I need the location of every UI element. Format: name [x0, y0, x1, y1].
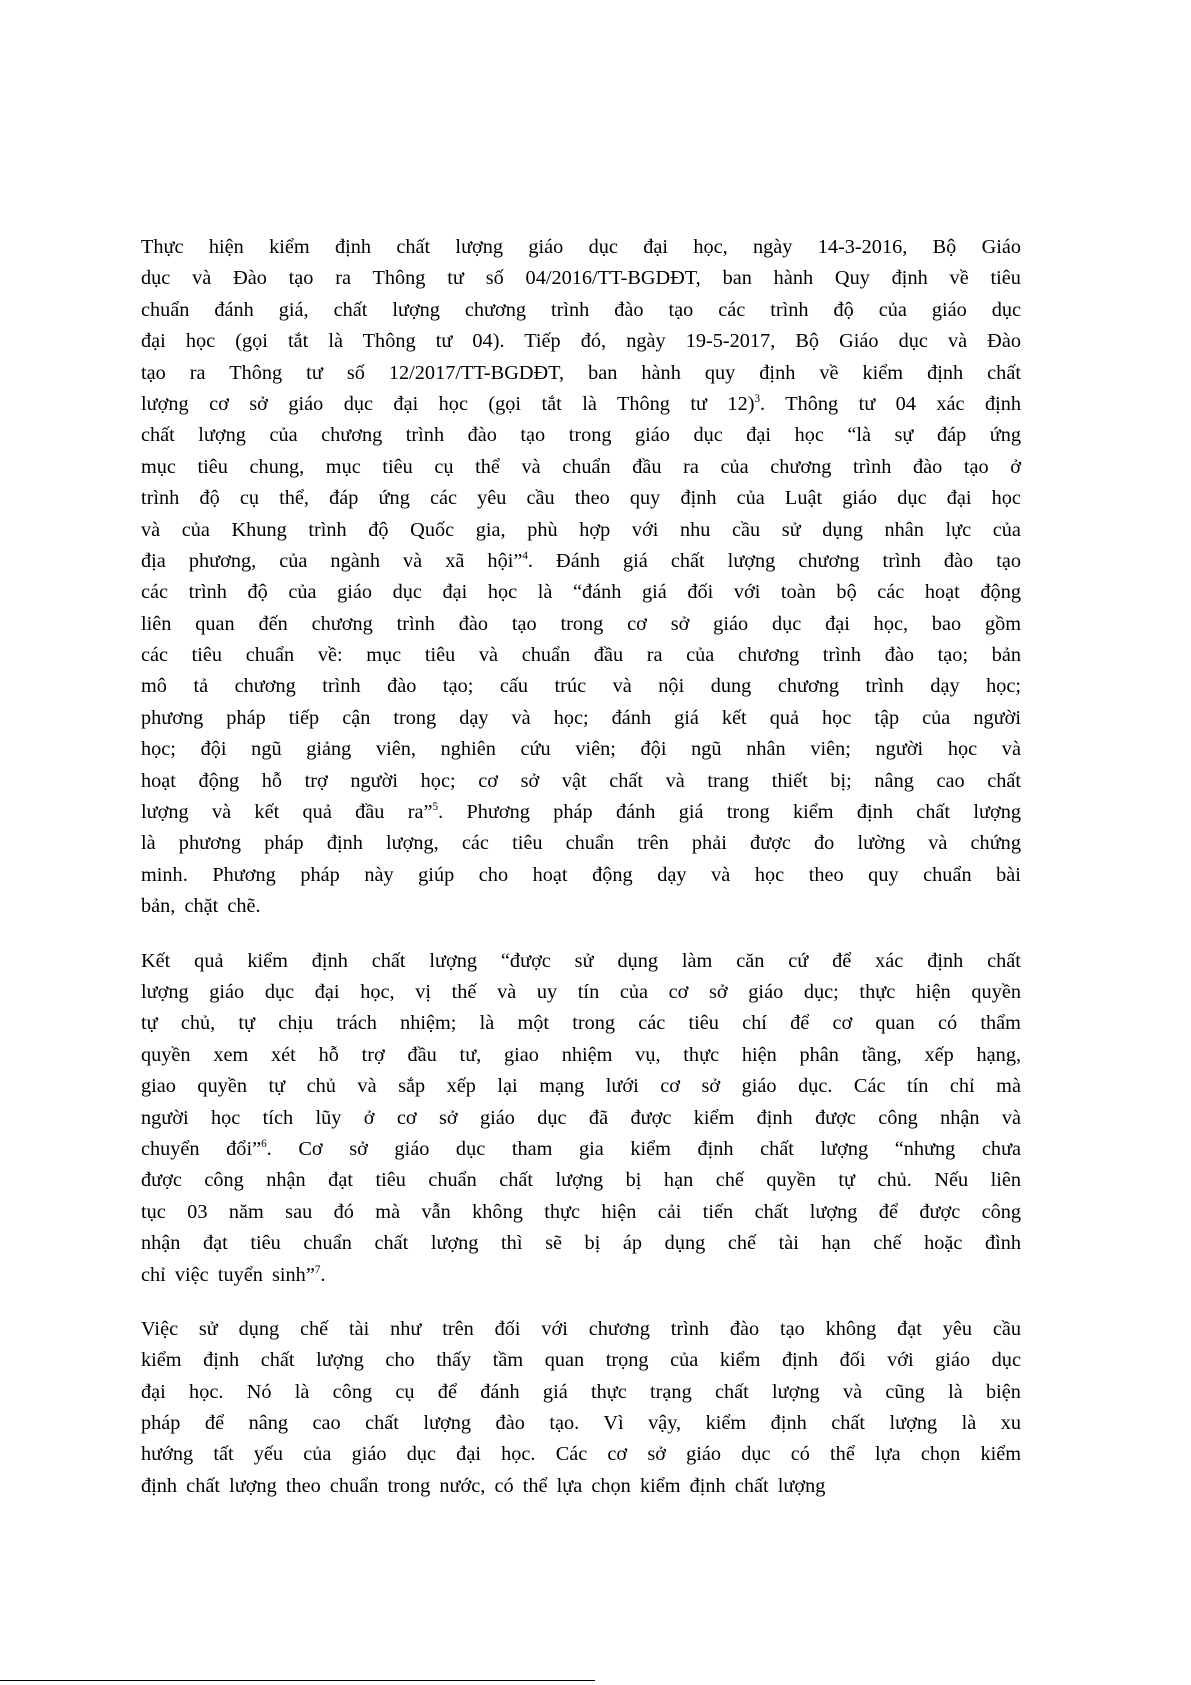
text-line: [141, 797, 1021, 828]
line-text: chuyển đổi”: [141, 1137, 262, 1160]
text-line: [141, 1134, 1021, 1165]
line-text: và của Khung trình độ Quốc gia, phù hợp với nhu cầu sử dụng nhân lực của: [141, 518, 1021, 541]
line-text-continued: .: [320, 1263, 326, 1286]
line-text: nhận đạt tiêu chuẩn chất lượng thì sẽ bị áp dụng chế tài hạn chế hoặc đình: [141, 1232, 1022, 1255]
line-text: lượng cơ sở giáo dục đại học (gọi tắt là Thông tư 12): [141, 392, 755, 415]
footnote-reference: 5: [432, 801, 439, 814]
line-text: định chất lượng theo chuẩn trong nước, có thể lựa chọn kiểm định chất lượng: [141, 1474, 826, 1497]
paragraph: [141, 232, 1021, 923]
text-line: [141, 515, 1021, 546]
line-text: Thực hiện kiểm định chất lượng giáo dục đại học, ngày 14-3-2016, Bộ Giáo: [141, 236, 1022, 258]
line-text: đại học (gọi tắt là Thông tư 04). Tiếp đó, ngày 19-5-2017, Bộ Giáo dục và Đào: [141, 330, 1021, 353]
text-line: [141, 1071, 1021, 1102]
line-text: tạo ra Thông tư số 12/2017/TT-BGDĐT, ban hành quy định về kiểm định chất: [141, 361, 1021, 384]
line-text: đại học. Nó là công cụ để đánh giá thực trạng chất lượng và cũng là biện: [141, 1380, 1021, 1403]
text-line: [141, 232, 1021, 263]
line-text: chất lượng của chương trình đào tạo trong giáo dục đại học “là sự đáp ứng: [141, 424, 1022, 447]
line-text: là phương pháp định lượng, các tiêu chuẩn trên phải được đo lường và chứng: [141, 832, 1021, 855]
text-line: [141, 1197, 1021, 1228]
line-text: mục tiêu chung, mục tiêu cụ thể và chuẩn đầu ra của chương trình đào tạo ở: [141, 455, 1021, 478]
footnote-reference: 7: [314, 1263, 321, 1276]
paragraph: [141, 1314, 1021, 1502]
line-text: hướng tất yếu của giáo dục đại học. Các cơ sở giáo dục có thể lựa chọn kiểm: [141, 1443, 1022, 1466]
line-text: người học tích lũy ở cơ sở giáo dục đã được kiểm định được công nhận và: [141, 1106, 1022, 1129]
footnote-separator: [0, 1680, 595, 1681]
text-line: [141, 1314, 1021, 1345]
text-line: [141, 358, 1021, 389]
line-text: được công nhận đạt tiêu chuẩn chất lượng bị hạn chế quyền tự chủ. Nếu liên: [141, 1169, 1022, 1192]
line-text: giao quyền tự chủ và sắp xếp lại mạng lưới cơ sở giáo dục. Các tín chỉ mà: [141, 1075, 1021, 1098]
line-text: bản, chặt chẽ.: [141, 895, 261, 918]
text-line: [141, 1408, 1021, 1439]
text-line: [141, 946, 1021, 977]
line-text: pháp để nâng cao chất lượng đào tạo. Vì vậy, kiểm định chất lượng là xu: [141, 1412, 1022, 1435]
line-text: lượng giáo dục đại học, vị thế và uy tín của cơ sở giáo dục; thực hiện quyền: [141, 980, 1021, 1003]
line-text: lượng và kết quả đầu ra”: [141, 801, 433, 824]
line-text: chuẩn đánh giá, chất lượng chương trình đào tạo các trình độ của giáo dục: [141, 298, 1021, 321]
line-text: học; đội ngũ giảng viên, nghiên cứu viên; đội ngũ nhân viên; người học và: [141, 738, 1021, 761]
text-line: [141, 1345, 1021, 1376]
line-text: tục 03 năm sau đó mà vẫn không thực hiện cải tiến chất lượng để được công: [141, 1200, 1022, 1223]
line-text-continued: . Phương pháp đánh giá trong kiểm định chất lượng: [438, 801, 1022, 824]
text-line: [141, 389, 1021, 420]
text-line: [141, 420, 1021, 451]
text-line: [141, 1040, 1021, 1071]
text-line: [141, 671, 1021, 702]
text-line: [141, 1008, 1021, 1039]
line-text-continued: . Thông tư 04 xác định: [760, 392, 1022, 415]
text-line: [141, 891, 1021, 922]
text-line: [141, 640, 1021, 671]
line-text-continued: . Đánh giá chất lượng chương trình đào tạo: [527, 549, 1022, 572]
text-line: [141, 1377, 1021, 1408]
text-line: [141, 452, 1021, 483]
line-text: phương pháp tiếp cận trong dạy và học; đánh giá kết quả học tập của người: [141, 706, 1021, 729]
line-text: dục và Đào tạo ra Thông tư số 04/2016/TT-BGDĐT, ban hành Quy định về tiêu: [141, 267, 1021, 290]
text-line: [141, 263, 1021, 294]
text-line: [141, 828, 1021, 859]
line-text: tự chủ, tự chịu trách nhiệm; là một trong các tiêu chí để cơ quan có thẩm: [141, 1012, 1021, 1035]
footnote-reference: 6: [261, 1138, 267, 1151]
text-line: [141, 977, 1021, 1008]
paragraph: [141, 946, 1021, 1291]
line-text: mô tả chương trình đào tạo; cấu trúc và nội dung chương trình dạy học;: [141, 675, 1022, 698]
document-body: [141, 232, 1021, 1525]
line-text: hoạt động hỗ trợ người học; cơ sở vật chất và trang thiết bị; nâng cao chất: [141, 769, 1022, 792]
line-text: quyền xem xét hỗ trợ đầu tư, giao nhiệm vụ, thực hiện phân tầng, xếp hạng,: [141, 1043, 1022, 1066]
line-text: địa phương, của ngành và xã hội”: [141, 549, 523, 572]
text-line: [141, 860, 1021, 891]
footnote-reference: 3: [754, 393, 761, 406]
text-line: [141, 295, 1021, 326]
line-text: kiểm định chất lượng cho thấy tầm quan trọng của kiểm định đối với giáo dục: [141, 1349, 1021, 1372]
line-text: các trình độ của giáo dục đại học là “đánh giá đối với toàn bộ các hoạt động: [141, 581, 1021, 604]
text-line: [141, 483, 1021, 514]
line-text: các tiêu chuẩn về: mục tiêu và chuẩn đầu ra của chương trình đào tạo; bản: [141, 644, 1022, 667]
text-line: [141, 734, 1021, 765]
text-line: [141, 1439, 1021, 1470]
line-text: liên quan đến chương trình đào tạo trong cơ sở giáo dục đại học, bao gồm: [141, 612, 1022, 635]
text-line: [141, 766, 1021, 797]
line-text: Kết quả kiểm định chất lượng “được sử dụng làm căn cứ để xác định chất: [141, 949, 1021, 972]
text-line: [141, 1471, 1021, 1502]
text-line: [141, 609, 1021, 640]
text-line: [141, 326, 1021, 357]
text-line: [141, 1103, 1021, 1134]
line-text: trình độ cụ thể, đáp ứng các yêu cầu theo quy định của Luật giáo dục đại học: [141, 487, 1021, 510]
footnote-reference: 4: [522, 550, 528, 563]
line-text-continued: . Cơ sở giáo dục tham gia kiểm định chất lượng “nhưng chưa: [266, 1137, 1022, 1160]
text-line: [141, 1228, 1021, 1259]
text-line: [141, 703, 1021, 734]
line-text: chỉ việc tuyển sinh”: [141, 1263, 315, 1286]
line-text: minh. Phương pháp này giúp cho hoạt động dạy và học theo quy chuẩn bài: [141, 863, 1021, 886]
line-text: Việc sử dụng chế tài như trên đối với chương trình đào tạo không đạt yêu cầu: [141, 1317, 1022, 1340]
text-line: [141, 1260, 1021, 1291]
text-line: [141, 1165, 1021, 1196]
text-line: [141, 577, 1021, 608]
text-line: [141, 546, 1021, 577]
